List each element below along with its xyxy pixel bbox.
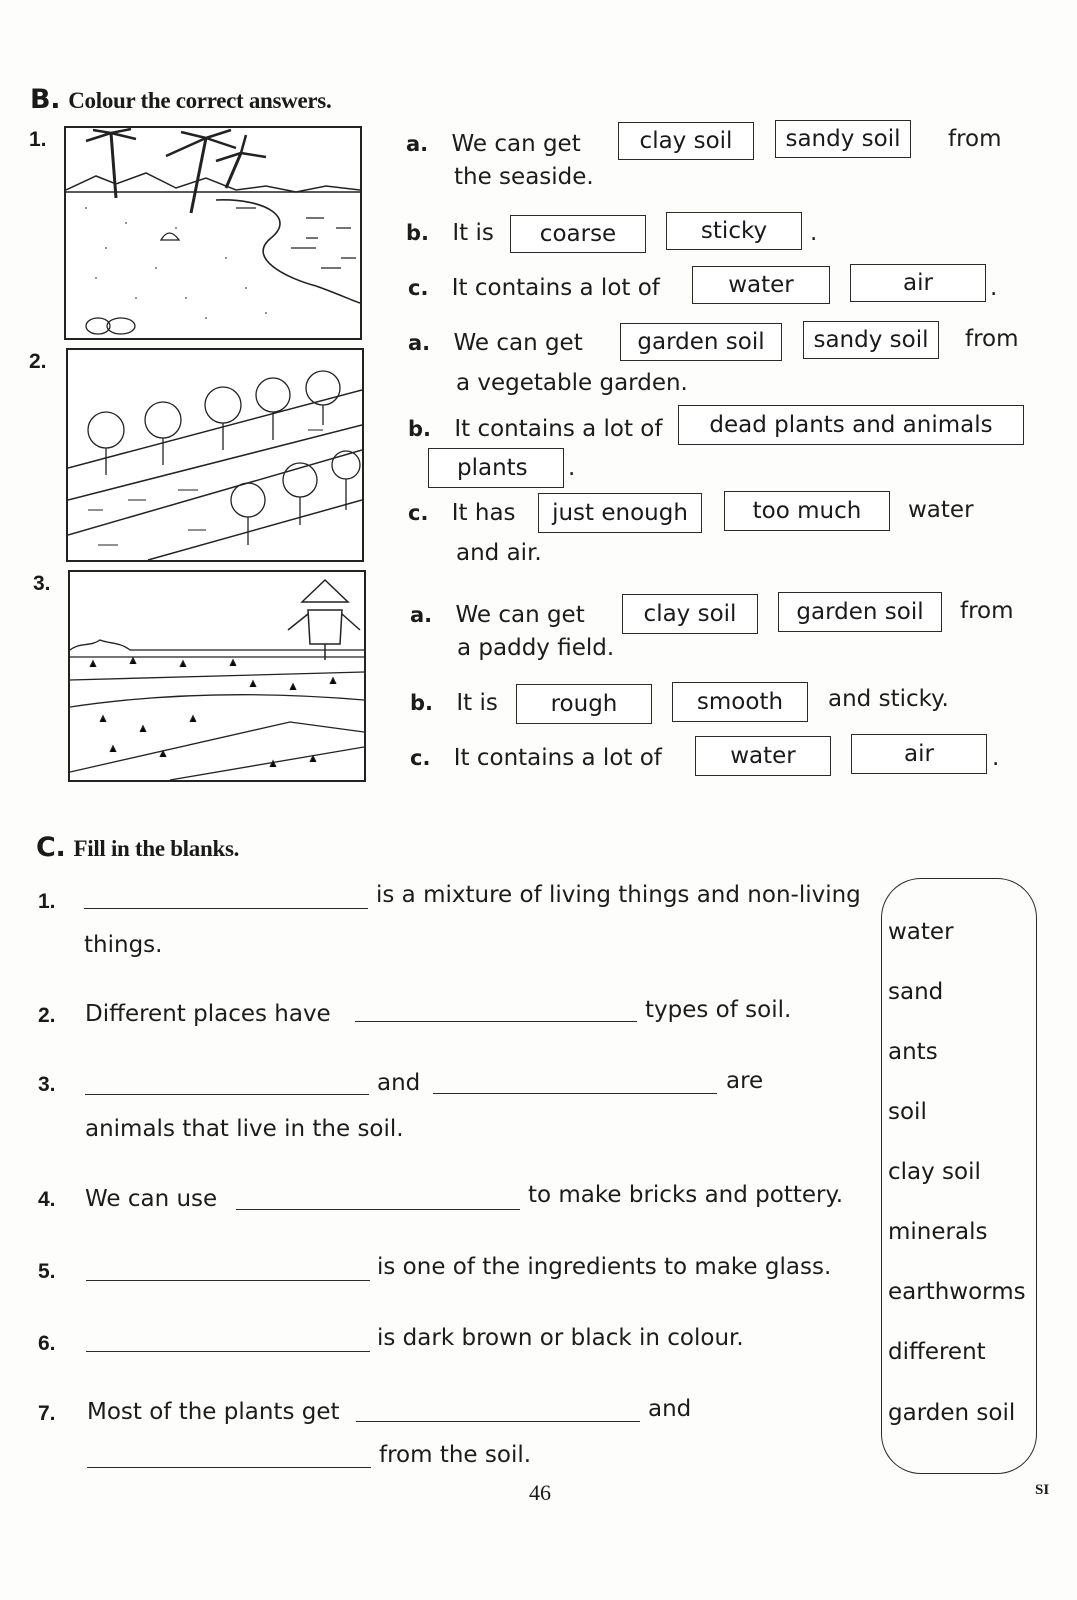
part-letter: a. [406, 132, 429, 156]
part-prefix: We can get [453, 330, 583, 356]
item-number: 5. [38, 1260, 56, 1283]
section-letter: B. [30, 84, 61, 115]
item-text: We can use [85, 1186, 218, 1212]
blank-field[interactable] [236, 1209, 520, 1210]
section-b-heading [30, 84, 331, 115]
item-number: 7. [38, 1402, 56, 1425]
part-prefix: We can get [451, 131, 581, 157]
vegetable-garden-illustration [66, 348, 364, 562]
word-bank-item: water [888, 919, 954, 945]
part-suffix: and sticky. [828, 686, 949, 712]
word-bank-item: different [888, 1339, 986, 1365]
option-water[interactable]: water [692, 266, 830, 304]
paddy-field-scarecrow-icon [70, 572, 364, 780]
item-number: 2. [38, 1004, 56, 1027]
blank-field[interactable] [86, 1351, 370, 1352]
option-sandy-soil[interactable]: sandy soil [775, 120, 911, 158]
option-plants[interactable]: plants [428, 448, 564, 488]
part-suffix: water [908, 497, 974, 523]
part-letter: b. [408, 417, 432, 441]
question-number: 3. [33, 572, 51, 595]
q2b-line [408, 416, 662, 442]
part-prefix: It contains a lot of [451, 275, 660, 301]
part-letter: c. [410, 746, 431, 770]
section-c-heading [36, 832, 239, 863]
option-water[interactable]: water [695, 736, 831, 776]
option-sticky[interactable]: sticky [666, 212, 802, 250]
option-garden-soil[interactable]: garden soil [778, 592, 942, 632]
option-smooth[interactable]: smooth [672, 682, 808, 722]
paddy-field-illustration [68, 570, 366, 782]
option-sandy-soil[interactable]: sandy soil [803, 321, 939, 359]
part-prefix: We can get [455, 602, 585, 628]
q1b-line [406, 220, 494, 246]
beach-palm-trees-icon [66, 128, 360, 338]
item-number: 1. [38, 890, 56, 913]
q1a-line [406, 131, 581, 157]
item-text: animals that live in the soil. [85, 1116, 404, 1142]
item-text: is a mixture of living things and non-living [376, 882, 861, 908]
page-number: 46 [529, 1480, 551, 1505]
part-letter: a. [410, 603, 433, 627]
section-title: Fill in the blanks. [73, 836, 240, 861]
word-bank-item: garden soil [888, 1400, 1016, 1426]
item-number: 6. [38, 1332, 56, 1355]
item-number: 3. [38, 1073, 56, 1096]
word-bank-item: soil [888, 1099, 927, 1125]
item-text: to make bricks and pottery. [528, 1182, 844, 1208]
item-text: is dark brown or black in colour. [377, 1325, 744, 1351]
part-prefix: It contains a lot of [454, 416, 663, 442]
vegetable-garden-icon [68, 350, 362, 560]
part-continuation: a paddy field. [457, 635, 615, 661]
option-air[interactable]: air [851, 734, 987, 774]
q2c-line [408, 500, 516, 526]
word-bank-item: ants [888, 1039, 938, 1065]
item-text: and [377, 1070, 421, 1096]
part-suffix: . [810, 220, 818, 246]
part-letter: c. [408, 276, 429, 300]
part-letter: b. [410, 691, 434, 715]
option-clay-soil[interactable]: clay soil [622, 594, 758, 634]
blank-field[interactable] [87, 1467, 371, 1468]
item-text: types of soil. [645, 997, 792, 1023]
part-prefix: It has [451, 500, 516, 526]
item-number: 4. [38, 1188, 56, 1211]
item-text: things. [84, 932, 163, 958]
option-too-much[interactable]: too much [724, 491, 890, 531]
part-suffix: . [992, 745, 1000, 771]
part-continuation: a vegetable garden. [456, 370, 688, 396]
question-number: 2. [29, 350, 47, 373]
blank-field[interactable] [433, 1093, 717, 1094]
part-letter: b. [406, 221, 430, 245]
q1c-line [408, 275, 660, 301]
option-rough[interactable]: rough [516, 684, 652, 724]
option-garden-soil[interactable]: garden soil [620, 323, 782, 361]
part-prefix: It contains a lot of [453, 745, 662, 771]
q3b-line [410, 690, 498, 716]
blank-field[interactable] [86, 1280, 370, 1281]
blank-field[interactable] [84, 908, 368, 909]
item-text: from the soil. [379, 1442, 532, 1468]
word-bank-item: earthworms [888, 1279, 1026, 1305]
option-coarse[interactable]: coarse [510, 215, 646, 253]
item-text: is one of the ingredients to make glass. [377, 1254, 832, 1280]
item-text: Different places have [85, 1001, 331, 1027]
part-suffix: . [990, 275, 998, 301]
option-clay-soil[interactable]: clay soil [618, 122, 754, 160]
option-just-enough[interactable]: just enough [538, 493, 702, 533]
word-bank-item: clay soil [888, 1159, 981, 1185]
part-suffix: from [948, 126, 1002, 152]
part-letter: c. [408, 501, 429, 525]
item-text: Most of the plants get [87, 1399, 340, 1425]
option-air[interactable]: air [850, 264, 986, 302]
page-code: SI [1035, 1482, 1050, 1498]
q3c-line [410, 745, 662, 771]
blank-field[interactable] [355, 1021, 637, 1022]
question-number: 1. [29, 128, 47, 151]
q3a-line [410, 602, 585, 628]
part-suffix: . [568, 455, 576, 481]
part-suffix: from [960, 598, 1014, 624]
word-bank-item: sand [888, 979, 944, 1005]
part-continuation: the seaside. [454, 164, 594, 190]
part-suffix: from [965, 326, 1019, 352]
item-text: are [726, 1068, 764, 1094]
option-dead-plants-and-animals[interactable]: dead plants and animals [678, 405, 1024, 445]
blank-field[interactable] [356, 1421, 640, 1422]
part-letter: a. [408, 331, 431, 355]
section-letter: C. [36, 832, 66, 863]
section-title: Colour the correct answers. [68, 88, 332, 113]
item-text: and [648, 1396, 692, 1422]
part-prefix: It is [452, 220, 494, 246]
part-prefix: It is [456, 690, 498, 716]
seaside-illustration [64, 126, 362, 340]
word-bank-item: minerals [888, 1219, 988, 1245]
blank-field[interactable] [85, 1094, 369, 1095]
q2a-line [408, 330, 583, 356]
part-continuation: and air. [456, 540, 542, 566]
